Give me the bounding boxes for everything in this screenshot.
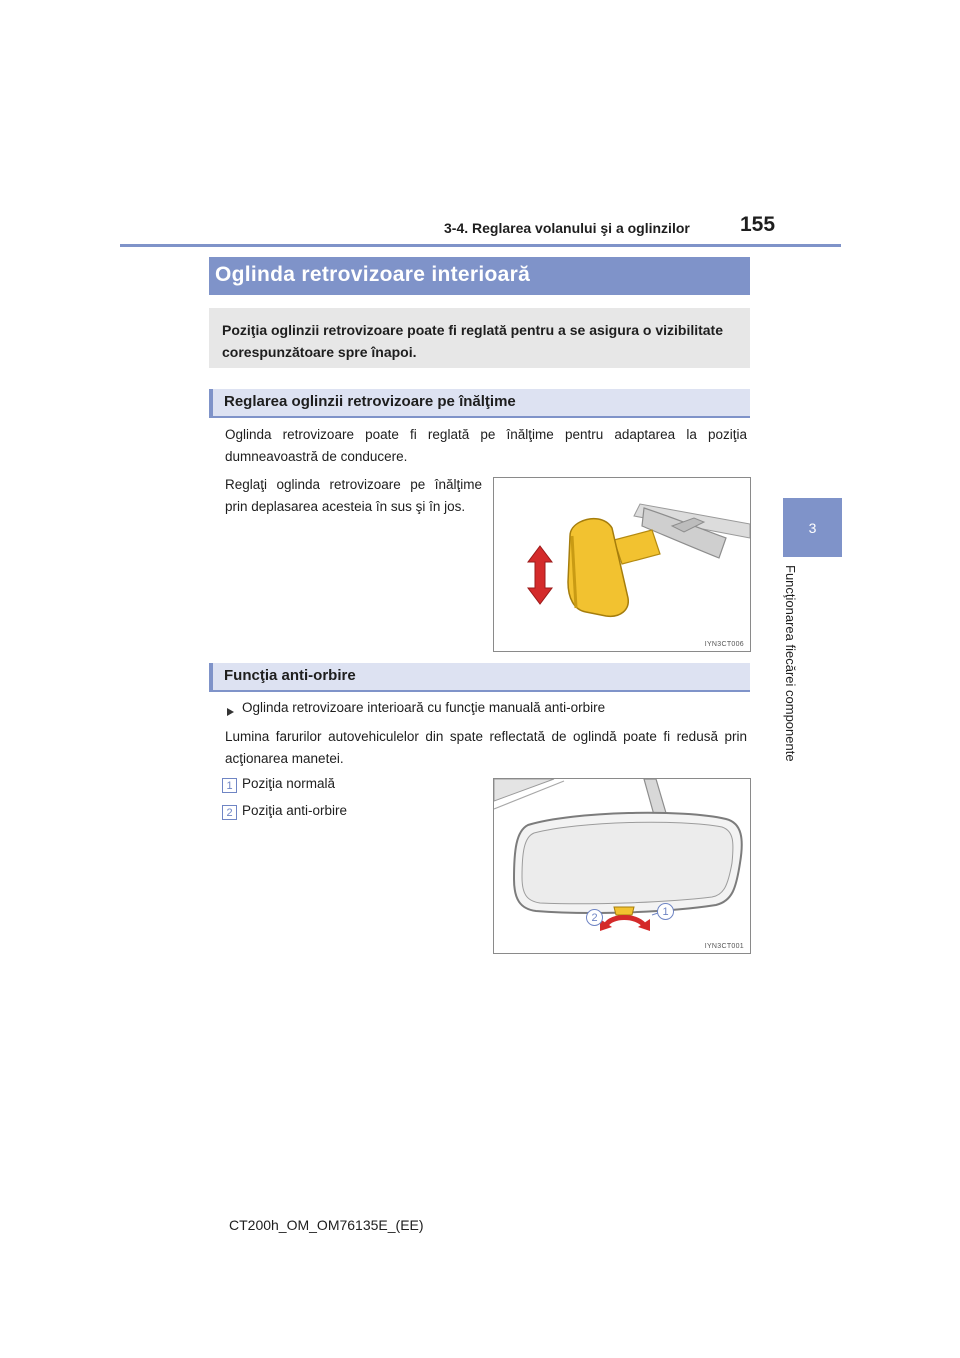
page-title-bar <box>209 257 750 295</box>
intro-text: Poziţia oglinzii retrovizoare poate fi reglată pentru a se asigura o vizibilitate corespunzătoare spre înapoi. <box>222 322 724 360</box>
mirror-height-illustration <box>494 478 750 651</box>
callout-1-badge: 1 <box>657 903 674 920</box>
mirror-antiglare-illustration <box>494 779 750 953</box>
bullet-triangle-icon <box>226 704 236 714</box>
callout-2-badge: 2 <box>586 909 603 926</box>
page-title: Oglinda retrovizoare interioară <box>215 263 531 286</box>
up-down-arrow-icon <box>528 546 552 604</box>
item-number-badge: 1 <box>222 778 237 793</box>
height-paragraph-2: Reglaţi oglinda retrovizoare pe înălţime prin deplasarea acesteia în sus şi în jos. <box>225 477 482 514</box>
figure-mirror-antiglare <box>493 778 751 954</box>
curved-arrow-icon <box>606 918 644 926</box>
chapter-title-text: Funcţionarea fiecărei componente <box>783 565 798 762</box>
antiglare-bullet-text: Oglinda retrovizoare interioară cu funcţie manuală anti-orbire <box>242 700 606 715</box>
figure-code-antiglare: IYN3CT001 <box>704 943 744 950</box>
item-number-badge: 2 <box>222 805 237 820</box>
header-divider <box>120 244 841 247</box>
intro-box <box>209 308 750 368</box>
heading-accent-edge <box>209 389 213 418</box>
section-heading-bar-antiglare <box>209 663 750 692</box>
chapter-title-vertical <box>783 565 803 780</box>
section-heading-antiglare: Funcţia anti-orbire <box>224 667 356 684</box>
figure-mirror-height <box>493 477 751 652</box>
figure-code-height: IYN3CT006 <box>704 641 744 648</box>
item-antiglare-position: Poziţia anti-orbire <box>242 803 348 818</box>
document-code: CT200h_OM_OM76135E_(EE) <box>229 1217 424 1233</box>
height-paragraph-1: Oglinda retrovizoare poate fi reglată pe înălţime pentru adaptarea la poziţia dumneavoastră de conducere. <box>225 427 747 464</box>
item-normal-position: Poziţia normală <box>242 776 336 791</box>
page-number: 155 <box>740 213 776 236</box>
antiglare-paragraph: Lumina farurilor autovehiculelor din spate reflectată de oglindă poate fi redusă prin acţionarea manetei. <box>225 729 747 766</box>
section-heading-bar-height <box>209 389 750 418</box>
chapter-tab[interactable]: 3 <box>783 498 842 557</box>
heading-accent-edge <box>209 663 213 692</box>
running-header-section: 3-4. Reglarea volanului şi a oglinzilor <box>444 220 690 236</box>
section-heading-height: Reglarea oglinzii retrovizoare pe înălţime <box>224 393 516 410</box>
